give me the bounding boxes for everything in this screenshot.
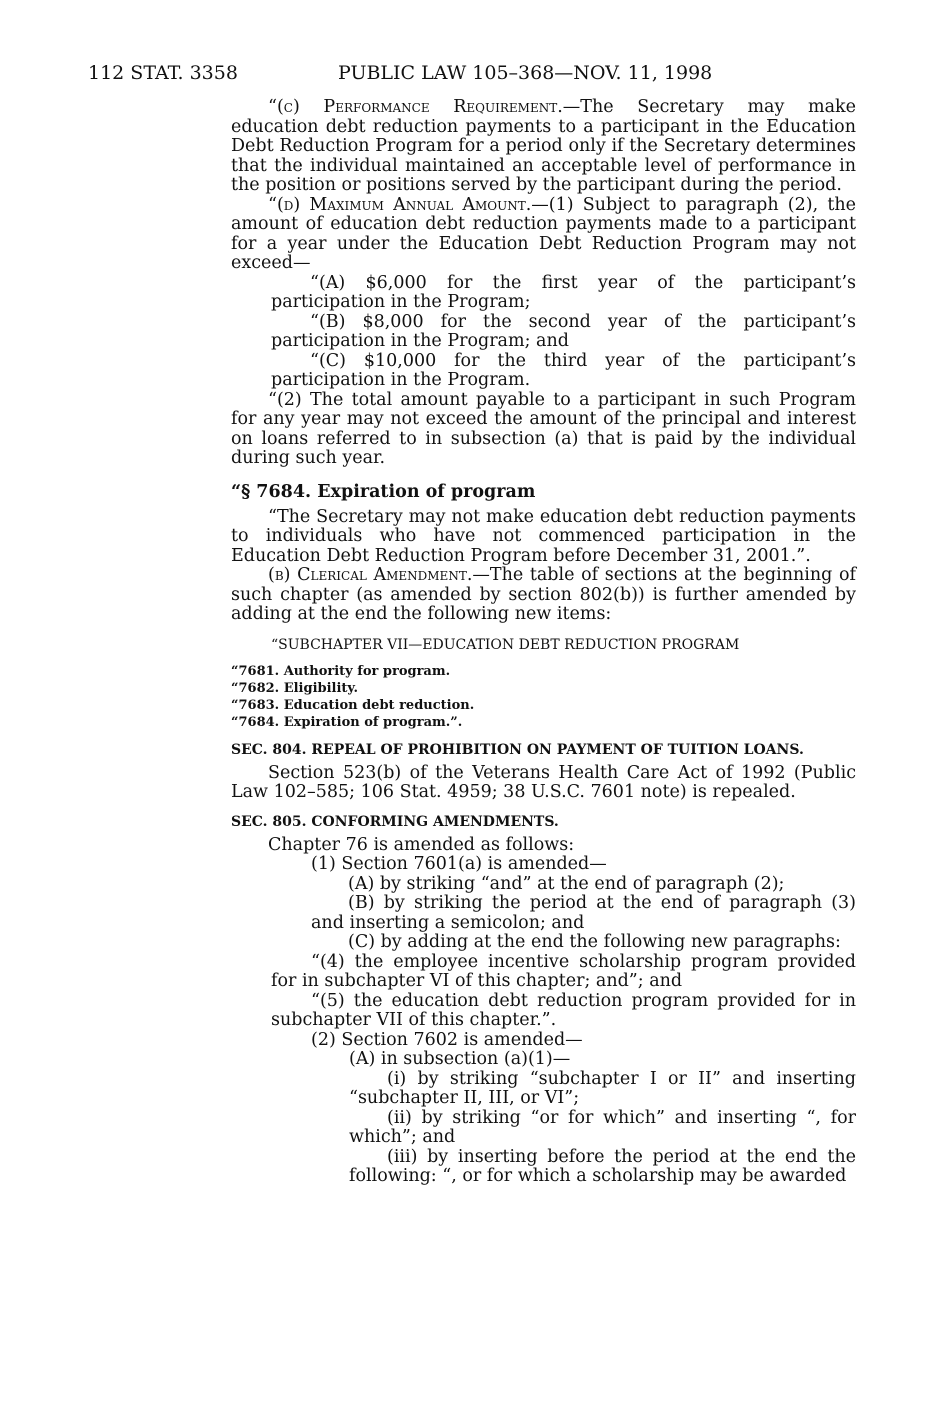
section-805-p2Ai: (i) by striking “subchapter I or II” and inserting “subchapter II, III, or VI”; [349,1068,856,1108]
section-805-p1A: (A) by striking “and” at the end of paragraph (2); [348,873,785,894]
toc-subchapter: “SUBCHAPTER VII—EDUCATION DEBT REDUCTION PROGRAM [271,636,740,653]
section-804-title: SEC. 804. REPEAL OF PROHIBITION ON PAYMENT OF TUITION LOANS. [231,741,804,758]
text-d: —(1) Subject to paragraph (2), the amount of education debt reduction payments made to a participant for a year under the Education Debt Reduction Program may not exceed— [231,194,856,273]
public-law-title: PUBLIC LAW 105–368—NOV. 11, 1998 [338,62,713,84]
paragraph-d-B [231,313,856,352]
text-c: —The Secretary may make education debt reduction payments to a participant in the Education Debt Reduction Program for a period only if the Secretary determines that the individual maintained an acceptable level of performance in the position or positions served by the participant during the period. [231,97,857,195]
toc-item: “7683. Education debt reduction. [231,697,475,713]
toc-item: “7682. Eligibility. [231,680,359,696]
heading-d: “(d) Maximum Annual Amount. [268,194,532,215]
text-d-C: “(C) $10,000 for the third year of the participant’s participation in the Program. [271,350,856,390]
document-body [231,98,856,1187]
paragraph-d [231,196,856,274]
section-805-title: SEC. 805. CONFORMING AMENDMENTS. [231,813,559,830]
section-805-p1C4: “(4) the employee incentive scholarship program provided for in subchapter VI of this chapter; and”; and [271,951,856,991]
section-805-p2A: (A) in subsection (a)(1)— [349,1049,571,1069]
statute-citation: 112 STAT. 3358 [88,62,238,84]
section-805-p2Aiii: (iii) by inserting before the period at the end the following: “, or for which a scholarship may be awarded [349,1146,856,1186]
toc-list [231,663,856,731]
paragraph-b [231,566,856,625]
section-7684-text: “The Secretary may not make education debt reduction payments to individuals who have not commenced participation in the Education Debt Reduction Program before December 31, 2001.”. [231,506,856,566]
paragraph-d-C [231,352,856,391]
text-d-B: “(B) $8,000 for the second year of the participant’s participation in the Program; and [271,311,856,351]
text-b: —The table of sections at the beginning of such chapter (as amended by section 802(b)) is further amended by adding at the end the following new items: [231,565,856,624]
section-805-p1C5: “(5) the education debt reduction program provided for in subchapter VII of this chapter.”. [271,990,856,1030]
text-d-A: “(A) $6,000 for the first year of the participant’s participation in the Program; [271,272,856,312]
toc-item: “7681. Authority for program. [231,663,451,679]
paragraph-d-A [231,274,856,313]
toc-item: “7684. Expiration of program.”. [231,714,463,730]
section-7684-heading: “§ 7684. Expiration of program [231,481,536,502]
section-805-p1C: (C) by adding at the end the following new paragraphs: [348,932,841,952]
section-805-p2Aii: (ii) by striking “or for which” and inserting “, for which”; and [349,1107,856,1147]
section-805-p2: (2) Section 7602 is amended— [311,1029,583,1050]
heading-b: (b) Clerical Amendment. [268,565,473,585]
paragraph-c [231,98,856,196]
section-804-text: Section 523(b) of the Veterans Health Care Act of 1992 (Public Law 102–585; 106 Stat. 4959; 38 U.S.C. 7601 note) is repealed. [231,762,856,802]
page-header [88,62,868,86]
paragraph-d-2: “(2) The total amount payable to a participant in such Program for any year may not exceed the amount of the principal and interest on loans referred to in subsection (a) that is paid by the individual during such year. [231,389,856,468]
section-805-p1B: (B) by striking the period at the end of paragraph (3) and inserting a semicolon; and [311,893,856,933]
heading-c: “(c) Performance Requirement. [268,97,563,117]
section-805-p1: (1) Section 7601(a) is amended— [311,854,607,874]
section-805-intro: Chapter 76 is amended as follows: [268,834,575,855]
